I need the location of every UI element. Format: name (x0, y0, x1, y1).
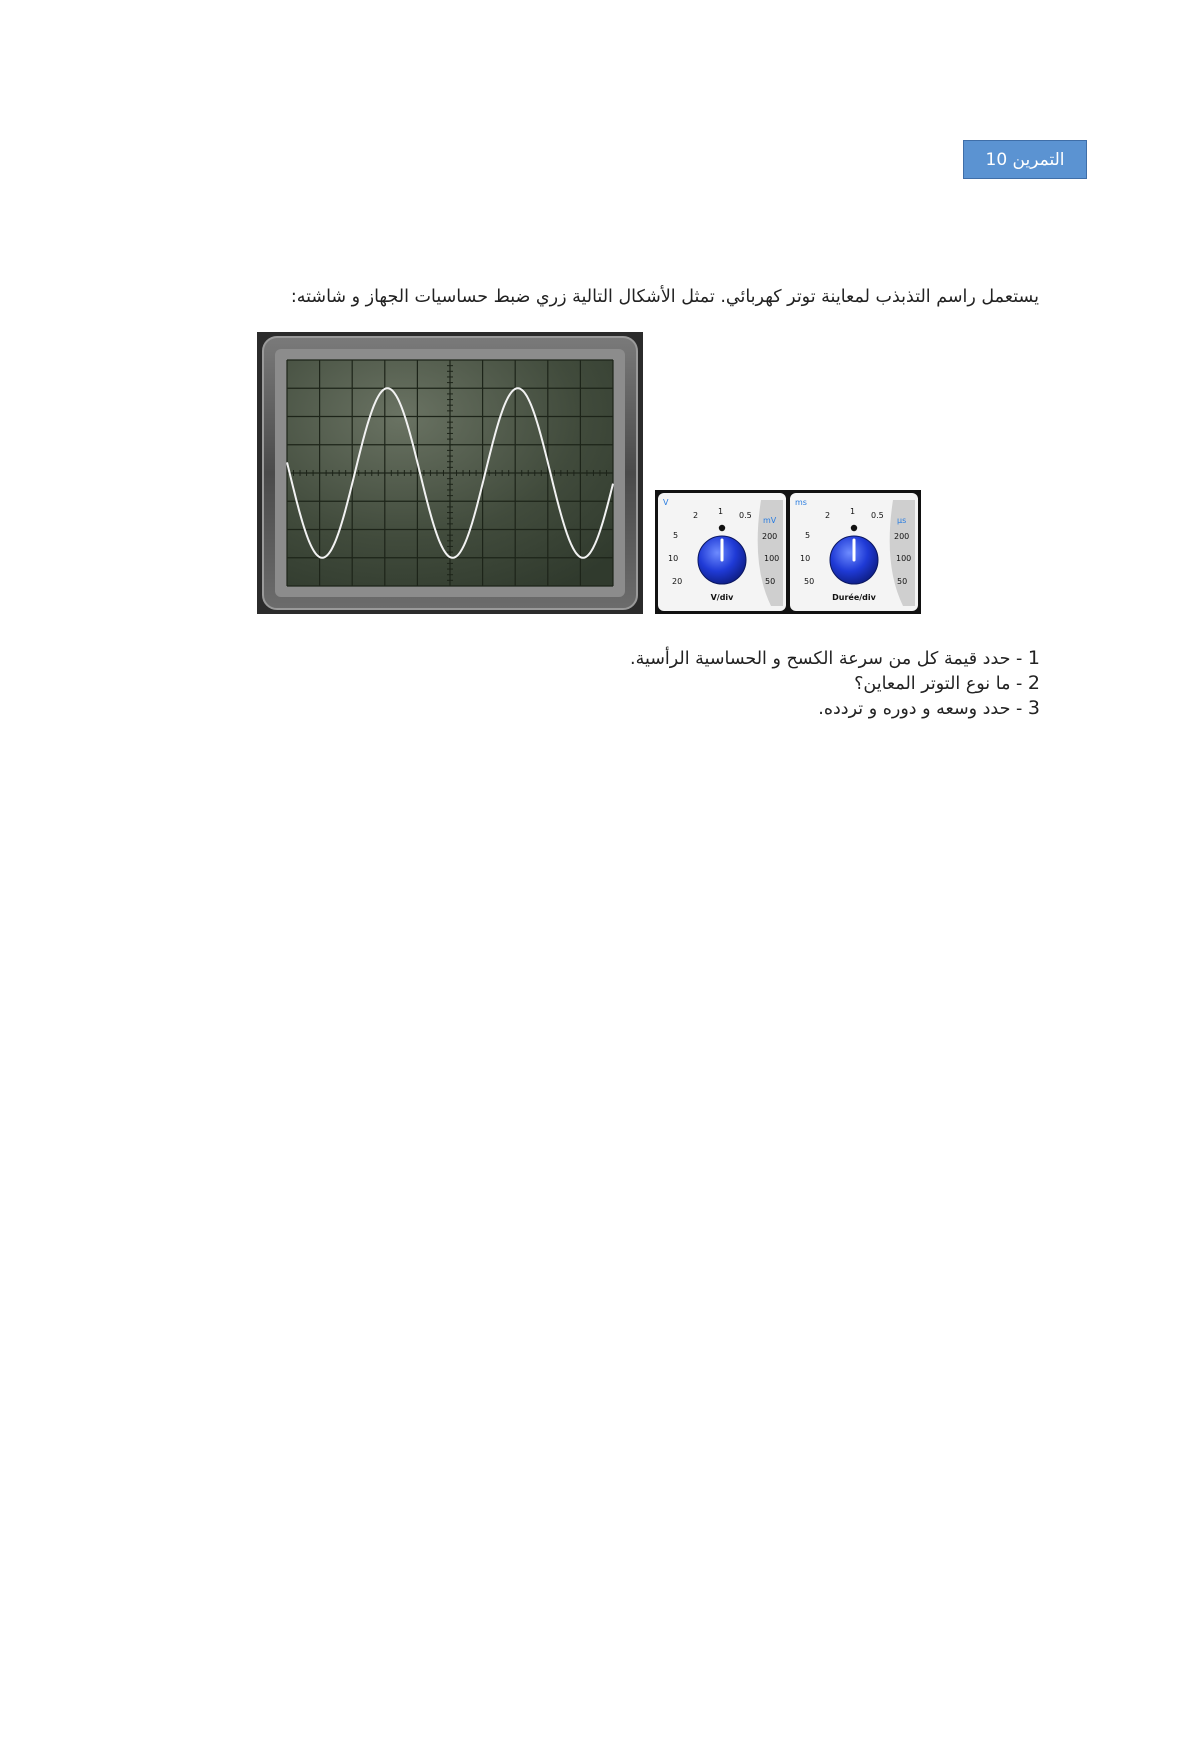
vertical-sensitivity-knob[interactable] (655, 490, 789, 614)
knob-v-tick: 100 (764, 554, 780, 563)
oscilloscope-figure (257, 332, 921, 618)
knob-v-tick: 200 (762, 532, 778, 541)
knob-v-unit-right: mV (763, 516, 777, 525)
sweep-speed-knob[interactable] (787, 490, 921, 614)
intro-text: يستعمل راسم التذبذب لمعاينة توتر كهربائي. تمثل الأشكال التالية زري ضبط حساسيات الجهاز و شاشته: (290, 287, 1039, 307)
knob-h-label: Durée/div (832, 593, 876, 602)
question-number: 3 (1027, 697, 1040, 719)
knob-h-tick: 1 (850, 507, 856, 516)
question-item: 2 - ما نوع التوتر المعاين؟ (854, 672, 1040, 694)
question-text: حدد وسعه و دوره و تردده. (818, 699, 1011, 719)
knob-v-tick: 0.5 (739, 511, 752, 520)
question-number: 1 (1027, 647, 1040, 669)
knob-v-label: V/div (710, 593, 734, 602)
knob-v-tick: 5 (673, 531, 679, 540)
knob-h-tick: 0.5 (871, 511, 884, 520)
question-text: ما نوع التوتر المعاين؟ (854, 674, 1011, 694)
questions-list (480, 646, 1040, 721)
knob-h-tick: 200 (894, 532, 910, 541)
question-item: 3 - حدد وسعه و دوره و تردده. (818, 697, 1040, 719)
knob-h-tick: 50 (804, 577, 815, 586)
exercise-badge: التمرين 10 (963, 140, 1087, 179)
question-number: 2 (1027, 672, 1040, 694)
knob-h-tick: 2 (825, 511, 831, 520)
knob-h-tick: 10 (800, 554, 811, 563)
knob-h-tick: 100 (896, 554, 912, 563)
knob-h-unit-left: ms (795, 498, 807, 507)
knob-h-tick: 50 (897, 577, 908, 586)
oscilloscope-screen (257, 332, 643, 614)
knob-h-unit-right: µs (897, 516, 907, 525)
knob-h-tick: 5 (805, 531, 811, 540)
knob-v-tick: 20 (672, 577, 683, 586)
question-item: 1 - حدد قيمة كل من سرعة الكسح و الحساسية الرأسية. (630, 647, 1040, 669)
knob-v-unit-left: V (663, 498, 669, 507)
question-text: حدد قيمة كل من سرعة الكسح و الحساسية الرأسية. (630, 649, 1011, 669)
oscilloscope-svg (257, 332, 921, 614)
knob-v-tick: 2 (693, 511, 699, 520)
knob-v-tick: 1 (718, 507, 724, 516)
knob-v-tick: 50 (765, 577, 776, 586)
knob-v-tick: 10 (668, 554, 679, 563)
